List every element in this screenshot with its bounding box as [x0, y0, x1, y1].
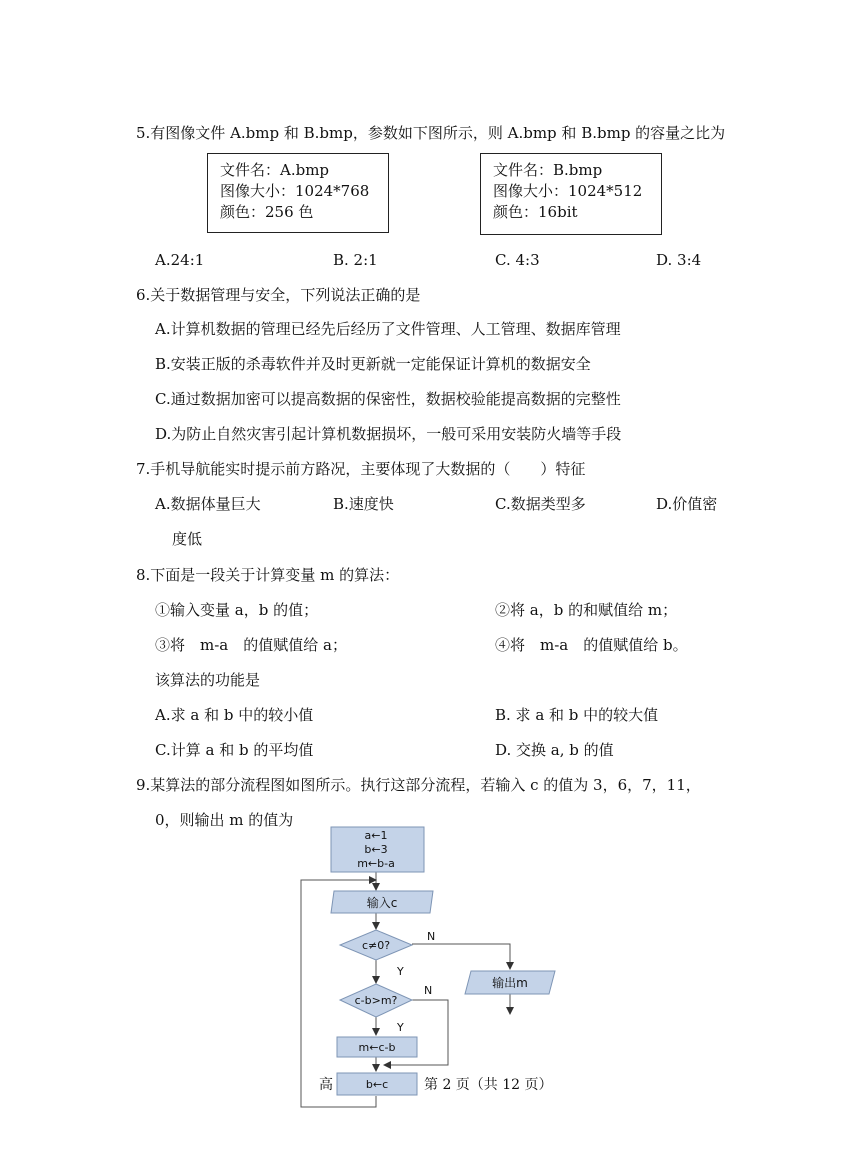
file-b-size: 图像大小：1024*512: [493, 182, 643, 200]
q7-option-c: C.数据类型多: [495, 495, 586, 513]
q6-option-d: D.为防止自然灾害引起计算机数据损坏，一般可采用安装防火墙等手段: [155, 425, 622, 443]
q7-option-d: D.价值密: [656, 495, 718, 513]
flow-output-label: 输出m: [492, 976, 528, 990]
q8-option-a: A.求 a 和 b 中的较小值: [155, 706, 314, 724]
flow-init-line1: a←1: [364, 829, 388, 842]
file-b-name: 文件名：B.bmp: [493, 161, 603, 179]
q7-stem: 7.手机导航能实时提示前方路况，主要体现了大数据的（ ）特征: [136, 460, 586, 478]
q9-stem-line2: 0，则输出 m 的值为: [155, 811, 294, 829]
q6-option-b: B.安装正版的杀毒软件并及时更新就一定能保证计算机的数据安全: [155, 355, 591, 373]
q6-option-c: C.通过数据加密可以提高数据的保密性，数据校验能提高数据的完整性: [155, 390, 621, 408]
flow-decision2-no-label: N: [424, 984, 433, 997]
file-b-color: 颜色：16bit: [493, 203, 578, 221]
q7-option-d-wrap: 度低: [172, 530, 203, 548]
q7-option-b: B.速度快: [333, 495, 394, 513]
flow-decision1-yes-label: Y: [397, 965, 404, 978]
q6-stem: 6.关于数据管理与安全，下列说法正确的是: [136, 286, 421, 304]
q8-step-4: ④将 m-a 的值赋值给 b。: [495, 636, 688, 654]
q8-option-d: D. 交换 a, b 的值: [495, 741, 614, 759]
q5-option-a: A.24:1: [155, 251, 205, 269]
q8-stem: 8.下面是一段关于计算变量 m 的算法：: [136, 566, 400, 584]
flow-input-label: 输入c: [366, 896, 398, 910]
q8-option-c: C.计算 a 和 b 的平均值: [155, 741, 314, 759]
q8-step-1: ①输入变量 a，b 的值；: [155, 601, 319, 619]
flow-decision1-label: c≠0?: [361, 939, 391, 952]
q5-stem: 5.有图像文件 A.bmp 和 B.bmp，参数如下图所示，则 A.bmp 和 B.bmp 的容量之比为: [136, 124, 726, 142]
q8-step-2: ②将 a，b 的和赋值给 m；: [495, 601, 678, 619]
flow-decision2-yes-label: Y: [397, 1021, 404, 1034]
q9-stem-line1: 9.某算法的部分流程图如图所示。执行这部分流程，若输入 c 的值为 3，6，7，11，: [136, 776, 701, 794]
file-a-color: 颜色：256 色: [220, 203, 314, 221]
q5-option-b: B. 2:1: [333, 251, 378, 269]
q8-option-b: B. 求 a 和 b 中的较大值: [495, 706, 659, 724]
file-a-size: 图像大小：1024*768: [220, 182, 370, 200]
flow-arrow-cond1-no: [412, 944, 510, 969]
flow-assign-b-label: b←c: [365, 1078, 389, 1091]
q8-step-3: ③将 m-a 的值赋值给 a；: [155, 636, 347, 654]
footer-left-fragment: 高: [319, 1077, 333, 1093]
flow-decision1-no-label: N: [427, 930, 436, 943]
q7-option-a: A.数据体量巨大: [155, 495, 261, 513]
q5-option-c: C. 4:3: [495, 251, 540, 269]
q8-question: 该算法的功能是: [155, 671, 261, 689]
footer-page-number: 第 2 页（共 12 页）: [424, 1077, 553, 1093]
flow-assign-m-label: m←c-b: [358, 1041, 396, 1054]
flow-decision2-label: c-b>m?: [354, 994, 398, 1007]
q5-option-d: D. 3:4: [656, 251, 702, 269]
flow-init-line3: m←b-a: [357, 857, 395, 870]
flow-init-line2: b←3: [364, 843, 388, 856]
file-a-name: 文件名：A.bmp: [220, 161, 330, 179]
q6-option-a: A.计算机数据的管理已经先后经历了文件管理、人工管理、数据库管理: [155, 320, 621, 338]
